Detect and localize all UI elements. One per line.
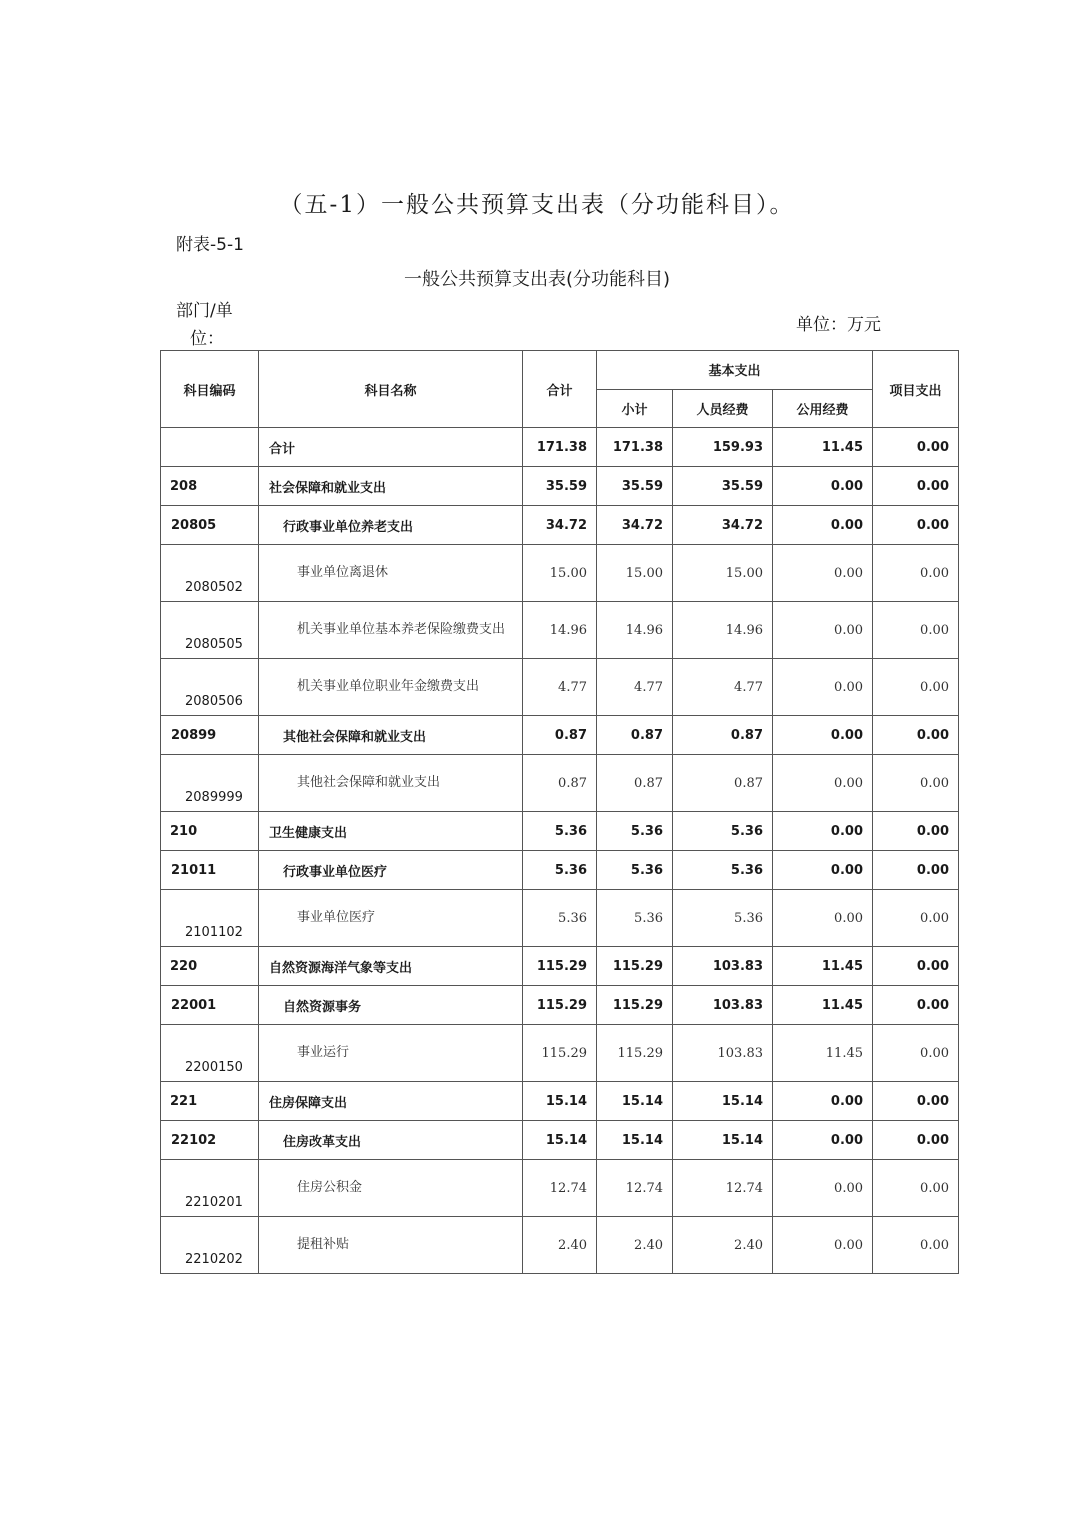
header-subtotal: 小计 [597,389,673,428]
row-total: 15.14 [523,1082,597,1121]
row-code: 21011 [161,851,259,890]
row-total: 5.36 [523,851,597,890]
row-subtotal: 171.38 [597,428,673,467]
row-personnel: 14.96 [673,602,773,659]
row-name: 卫生健康支出 [259,812,523,851]
row-subtotal: 0.87 [597,716,673,755]
row-name: 行政事业单位养老支出 [259,506,523,545]
row-project: 0.00 [873,947,959,986]
header-public: 公用经费 [773,389,873,428]
row-total: 5.36 [523,890,597,947]
row-code: 2080506 [161,659,259,716]
row-project: 0.00 [873,716,959,755]
row-total: 15.00 [523,545,597,602]
row-public: 0.00 [773,506,873,545]
table-row [161,506,959,545]
row-project: 0.00 [873,467,959,506]
row-code: 221 [161,1082,259,1121]
row-subtotal: 34.72 [597,506,673,545]
row-project: 0.00 [873,1025,959,1082]
row-name: 事业运行 [259,1025,523,1082]
row-personnel: 0.87 [673,716,773,755]
row-total: 14.96 [523,602,597,659]
row-name: 其他社会保障和就业支出 [259,716,523,755]
row-subtotal: 2.40 [597,1217,673,1274]
row-subtotal: 35.59 [597,467,673,506]
row-public: 0.00 [773,1121,873,1160]
row-personnel: 103.83 [673,986,773,1025]
row-code: 2080502 [161,545,259,602]
row-public: 0.00 [773,545,873,602]
header-total: 合计 [523,351,597,428]
row-name: 机关事业单位基本养老保险缴费支出 [259,602,523,659]
row-code: 20899 [161,716,259,755]
row-public: 0.00 [773,716,873,755]
row-code: 20805 [161,506,259,545]
row-personnel: 103.83 [673,947,773,986]
unit-label: 单位：万元 [796,315,881,335]
row-project: 0.00 [873,659,959,716]
row-personnel: 159.93 [673,428,773,467]
row-subtotal: 15.14 [597,1121,673,1160]
row-subtotal: 115.29 [597,947,673,986]
row-personnel: 34.72 [673,506,773,545]
row-code [161,428,259,467]
row-project: 0.00 [873,986,959,1025]
row-project: 0.00 [873,506,959,545]
row-public: 11.45 [773,428,873,467]
row-code: 2210201 [161,1160,259,1217]
table-row [161,890,959,947]
header-basic-expenditure: 基本支出 [597,351,873,390]
row-code: 220 [161,947,259,986]
row-total: 15.14 [523,1121,597,1160]
row-code: 22001 [161,986,259,1025]
row-total: 35.59 [523,467,597,506]
row-name: 事业单位医疗 [259,890,523,947]
row-public: 0.00 [773,851,873,890]
table-row [161,1217,959,1274]
department-label: 部门/单 [176,301,233,321]
row-code: 2089999 [161,755,259,812]
row-public: 0.00 [773,812,873,851]
expenditure-table [160,350,959,1274]
table-row [161,1121,959,1160]
row-subtotal: 115.29 [597,1025,673,1082]
annex-label: 附表-5-1 [176,235,244,255]
row-code: 2101102 [161,890,259,947]
row-total: 115.29 [523,947,597,986]
row-subtotal: 15.00 [597,545,673,602]
table-row [161,1160,959,1217]
row-total: 115.29 [523,1025,597,1082]
row-project: 0.00 [873,890,959,947]
table-row [161,659,959,716]
row-name: 自然资源事务 [259,986,523,1025]
table-row [161,716,959,755]
row-name: 住房保障支出 [259,1082,523,1121]
row-subtotal: 14.96 [597,602,673,659]
row-subtotal: 5.36 [597,812,673,851]
row-total: 34.72 [523,506,597,545]
row-project: 0.00 [873,1121,959,1160]
row-public: 0.00 [773,467,873,506]
row-name: 住房改革支出 [259,1121,523,1160]
row-name: 住房公积金 [259,1160,523,1217]
row-name: 其他社会保障和就业支出 [259,755,523,812]
row-personnel: 5.36 [673,812,773,851]
row-name: 合计 [259,428,523,467]
row-code: 208 [161,467,259,506]
table-row [161,1082,959,1121]
table-row [161,602,959,659]
row-public: 0.00 [773,1160,873,1217]
document-heading: （五-1）一般公共预算支出表（分功能科目）。 [279,192,795,218]
row-project: 0.00 [873,602,959,659]
row-name: 机关事业单位职业年金缴费支出 [259,659,523,716]
row-personnel: 103.83 [673,1025,773,1082]
row-public: 0.00 [773,890,873,947]
row-code: 22102 [161,1121,259,1160]
row-personnel: 15.00 [673,545,773,602]
row-personnel: 15.14 [673,1121,773,1160]
row-total: 5.36 [523,812,597,851]
row-subtotal: 12.74 [597,1160,673,1217]
row-total: 171.38 [523,428,597,467]
header-personnel: 人员经费 [673,389,773,428]
row-personnel: 4.77 [673,659,773,716]
row-subtotal: 15.14 [597,1082,673,1121]
header-name: 科目名称 [259,351,523,428]
header-project-expenditure: 项目支出 [873,351,959,428]
row-subtotal: 115.29 [597,986,673,1025]
row-project: 0.00 [873,812,959,851]
row-name: 社会保障和就业支出 [259,467,523,506]
row-code: 2200150 [161,1025,259,1082]
table-row [161,1025,959,1082]
row-personnel: 12.74 [673,1160,773,1217]
table-body [161,428,959,1274]
row-public: 0.00 [773,755,873,812]
table-row [161,755,959,812]
row-public: 11.45 [773,1025,873,1082]
row-personnel: 2.40 [673,1217,773,1274]
row-total: 0.87 [523,716,597,755]
row-personnel: 15.14 [673,1082,773,1121]
row-total: 115.29 [523,986,597,1025]
table-row [161,812,959,851]
row-name: 事业单位离退休 [259,545,523,602]
row-public: 11.45 [773,986,873,1025]
row-subtotal: 4.77 [597,659,673,716]
department-label-continued: 位： [190,329,224,349]
row-name: 提租补贴 [259,1217,523,1274]
table-row [161,947,959,986]
row-public: 0.00 [773,602,873,659]
row-personnel: 5.36 [673,890,773,947]
row-project: 0.00 [873,1082,959,1121]
row-name: 自然资源海洋气象等支出 [259,947,523,986]
row-project: 0.00 [873,755,959,812]
row-project: 0.00 [873,545,959,602]
row-total: 12.74 [523,1160,597,1217]
row-public: 0.00 [773,659,873,716]
row-subtotal: 5.36 [597,851,673,890]
row-project: 0.00 [873,428,959,467]
table-row [161,428,959,467]
table-row [161,467,959,506]
row-code: 2210202 [161,1217,259,1274]
row-project: 0.00 [873,851,959,890]
table-row [161,851,959,890]
table-row [161,545,959,602]
row-total: 4.77 [523,659,597,716]
row-total: 0.87 [523,755,597,812]
row-personnel: 5.36 [673,851,773,890]
row-subtotal: 0.87 [597,755,673,812]
row-public: 0.00 [773,1217,873,1274]
row-code: 2080505 [161,602,259,659]
row-name: 行政事业单位医疗 [259,851,523,890]
row-personnel: 0.87 [673,755,773,812]
row-project: 0.00 [873,1217,959,1274]
row-personnel: 35.59 [673,467,773,506]
row-total: 2.40 [523,1217,597,1274]
header-code: 科目编码 [161,351,259,428]
table-row [161,986,959,1025]
table-title: 一般公共预算支出表(分功能科目) [403,269,671,290]
row-subtotal: 5.36 [597,890,673,947]
row-project: 0.00 [873,1160,959,1217]
row-code: 210 [161,812,259,851]
row-public: 0.00 [773,1082,873,1121]
row-public: 11.45 [773,947,873,986]
